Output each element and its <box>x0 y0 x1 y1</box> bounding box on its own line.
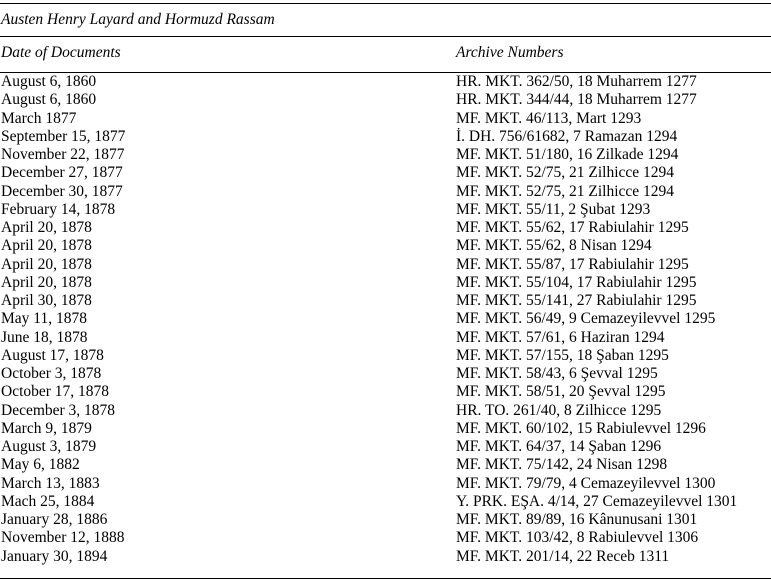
archive-number-cell: MF. MKT. 103/42, 8 Rabiulevvel 1306 <box>456 529 699 547</box>
archive-number-cell: MF. MKT. 56/49, 9 Cemazeyilevvel 1295 <box>456 310 716 328</box>
date-cell: October 17, 1878 <box>1 383 110 401</box>
table-row <box>0 511 771 529</box>
column-header-archive: Archive Numbers <box>456 44 564 61</box>
date-cell: November 22, 1877 <box>1 146 125 163</box>
archive-number-cell: HR. MKT. 344/44, 18 Muharrem 1277 <box>456 91 697 109</box>
archive-number-cell: MF. MKT. 55/62, 8 Nisan 1294 <box>456 237 652 255</box>
date-cell: May 11, 1878 <box>1 310 87 328</box>
table-row <box>0 365 771 383</box>
table-title: Austen Henry Layard and Hormuzd Rassam <box>1 11 275 28</box>
archive-number-cell: MF. MKT. 89/89, 16 Kânunusani 1301 <box>456 511 698 528</box>
date-cell: April 20, 1878 <box>1 255 92 273</box>
column-header-date: Date of Documents <box>1 44 121 61</box>
table-row <box>0 420 771 438</box>
top-rule <box>0 3 771 4</box>
archive-number-cell: MF. MKT. 57/61, 6 Haziran 1294 <box>456 328 665 346</box>
archive-number-cell: HR. TO. 261/40, 8 Zilhicce 1295 <box>456 401 662 419</box>
table-row <box>0 402 771 420</box>
table-row <box>0 493 771 511</box>
table-row <box>0 475 771 493</box>
archive-number-cell: İ. DH. 756/61682, 7 Ramazan 1294 <box>456 127 678 145</box>
table-row <box>0 329 771 347</box>
date-cell: December 27, 1877 <box>1 164 123 182</box>
date-cell: January 30, 1894 <box>1 547 108 565</box>
date-cell: August 3, 1879 <box>1 438 97 455</box>
table-row <box>0 274 771 292</box>
date-cell: Mach 25, 1884 <box>1 492 95 510</box>
title-rule <box>0 36 771 37</box>
table-row <box>0 201 771 219</box>
table-row <box>0 548 771 566</box>
archive-number-cell: MF. MKT. 55/141, 27 Rabiulahir 1295 <box>456 292 697 309</box>
archive-number-cell: MF. MKT. 60/102, 15 Rabiulevvel 1296 <box>456 419 706 437</box>
table-row <box>0 219 771 237</box>
table-row <box>0 292 771 310</box>
date-cell: August 6, 1860 <box>1 73 97 90</box>
table-row <box>0 256 771 274</box>
date-cell: December 30, 1877 <box>1 182 123 200</box>
archive-number-cell: MF. MKT. 55/104, 17 Rabiulahir 1295 <box>456 273 697 291</box>
archive-number-cell: MF. MKT. 79/79, 4 Cemazeyilevvel 1300 <box>456 474 716 492</box>
date-cell: February 14, 1878 <box>1 200 116 218</box>
archive-number-cell: Y. PRK. EŞA. 4/14, 27 Cemazeyilevvel 1301 <box>456 492 738 510</box>
table-row <box>0 347 771 365</box>
table-row <box>0 183 771 201</box>
date-cell: April 20, 1878 <box>1 237 92 255</box>
date-cell: March 13, 1883 <box>1 474 100 492</box>
date-cell: April 30, 1878 <box>1 292 92 309</box>
date-cell: April 20, 1878 <box>1 219 92 236</box>
date-cell: August 17, 1878 <box>1 346 104 364</box>
bottom-rule <box>0 578 771 579</box>
archive-number-cell: MF. MKT. 57/155, 18 Şaban 1295 <box>456 346 669 364</box>
date-cell: November 12, 1888 <box>1 529 125 547</box>
archive-number-cell: MF. MKT. 46/113, Mart 1293 <box>456 109 642 127</box>
date-cell: March 9, 1879 <box>1 419 92 437</box>
table-body <box>0 73 771 566</box>
date-cell: January 28, 1886 <box>1 511 108 528</box>
date-cell: August 6, 1860 <box>1 91 97 109</box>
archive-number-cell: MF. MKT. 55/62, 17 Rabiulahir 1295 <box>456 219 689 236</box>
table-row <box>0 73 771 91</box>
table-row <box>0 438 771 456</box>
table-row <box>0 383 771 401</box>
archive-number-cell: MF. MKT. 58/43, 6 Şevval 1295 <box>456 365 658 382</box>
archive-number-cell: MF. MKT. 64/37, 14 Şaban 1296 <box>456 438 662 455</box>
table-row <box>0 91 771 109</box>
archive-number-cell: MF. MKT. 75/142, 24 Nisan 1298 <box>456 456 668 474</box>
table-row <box>0 310 771 328</box>
date-cell: September 15, 1877 <box>1 127 126 145</box>
table-row <box>0 128 771 146</box>
table-row <box>0 529 771 547</box>
archive-number-cell: MF. MKT. 52/75, 21 Zilhicce 1294 <box>456 164 675 182</box>
archive-number-cell: MF. MKT. 58/51, 20 Şevval 1295 <box>456 383 666 401</box>
table-row <box>0 110 771 128</box>
table-row <box>0 237 771 255</box>
archive-number-cell: MF. MKT. 55/11, 2 Şubat 1293 <box>456 200 651 218</box>
date-cell: December 3, 1878 <box>1 401 116 419</box>
date-cell: May 6, 1882 <box>1 456 80 474</box>
table-row <box>0 146 771 164</box>
table-row <box>0 456 771 474</box>
archive-number-cell: MF. MKT. 201/14, 22 Receb 1311 <box>456 547 670 565</box>
archive-number-cell: HR. MKT. 362/50, 18 Muharrem 1277 <box>456 73 697 90</box>
archive-number-cell: MF. MKT. 51/180, 16 Zilkade 1294 <box>456 146 679 163</box>
archive-number-cell: MF. MKT. 55/87, 17 Rabiulahir 1295 <box>456 255 689 273</box>
archive-number-cell: MF. MKT. 52/75, 21 Zilhicce 1294 <box>456 182 675 200</box>
date-cell: June 18, 1878 <box>1 328 88 346</box>
table-row <box>0 164 771 182</box>
date-cell: March 1877 <box>1 109 77 127</box>
date-cell: April 20, 1878 <box>1 273 92 291</box>
date-cell: October 3, 1878 <box>1 365 102 382</box>
